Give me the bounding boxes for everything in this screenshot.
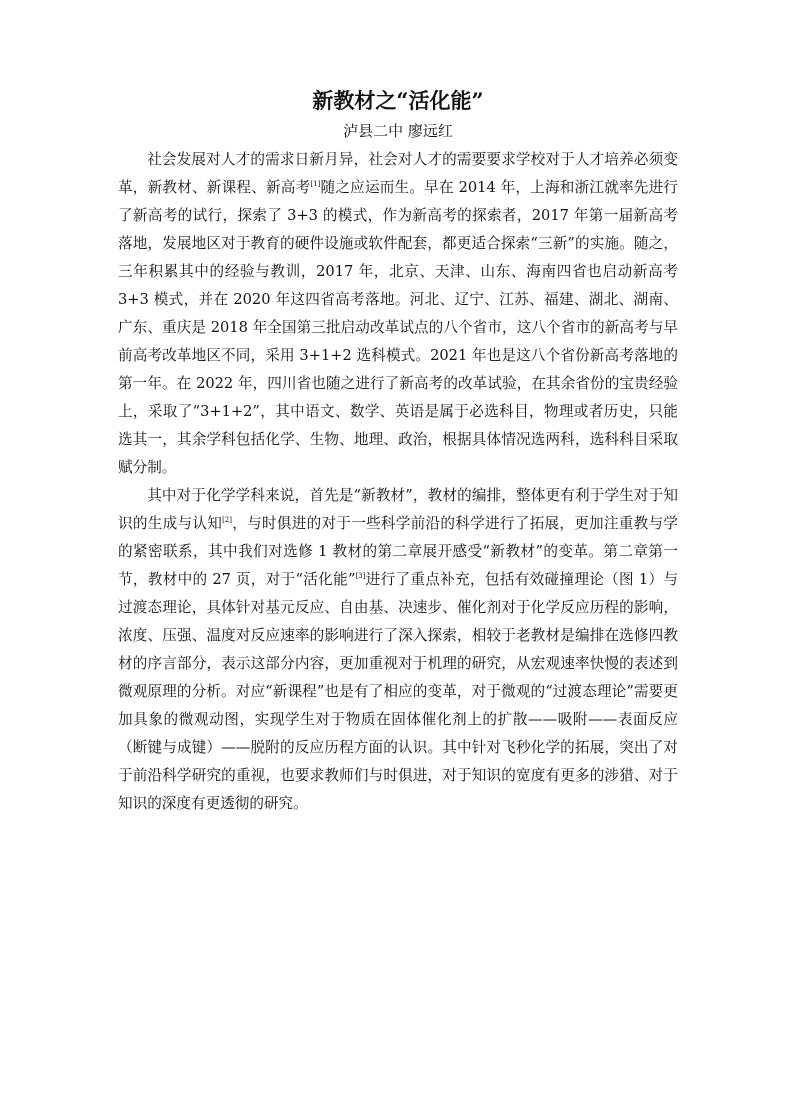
paragraph-chemistry [118, 482, 678, 818]
citation-marker: [3] [355, 572, 366, 580]
paragraph-intro [118, 146, 678, 482]
document-title: 新教材之“活化能” [312, 88, 484, 113]
paragraph-text: 其中对于化学学科来说，首先是“新教材”，教材的编排，整体更有利于学生对于知识的生成与认知 [118, 487, 678, 532]
paragraph-text: ，与时俱进的对于一些科学前沿的科学进行了拓展，更加注重教与学的紧密联系，其中我们对选修 1 教材的第二章展开感受“新教材”的变革。第二章第一节，教材中的 27 页，对于“活化能” [118, 515, 678, 588]
paragraph-text: 社会发展对人才的需求日新月异，社会对人才的需要要求学校对于人才培养必须变革，新教材、新课程、新高考 [118, 151, 678, 196]
author-line: 泸县二中 廖远红 [343, 122, 453, 140]
citation-marker: [2] [222, 516, 232, 524]
citation-marker: [1] [310, 180, 321, 188]
paragraph-text: 进行了重点补充，包括有效碰撞理论（图 1）与过渡态理论，具体针对基元反应、自由基、决速步、催化剂对于化学反应历程的影响，浓度、压强、温度对反应速率的影响进行了深入探索，相较于老教材是编排在选修四教材的序言部分，表示这部分内容，更加重视对于机理的研究，从宏观速率快慢的表述到微观原理的分析。对应“新课程”也是有了相应的变革，对于微观的“过渡态理论”需要更加具象的微观动图，实现学生对于物质在固体催化剂上的扩散——吸附——表面反应（断键与成键）——脱附的反应历程方面的认识。其中针对飞秒化学的拓展，突出了对于前沿科学研究的重视，也要求教师们与时俱进，对于知识的宽度有更多的涉猎、对于知识的深度有更透彻的研究。 [118, 571, 678, 812]
document-page [118, 84, 678, 818]
paragraph-text: 随之应运而生。早在 2014 年，上海和浙江就率先进行了新高考的试行，探索了 3+3 的模式，作为新高考的探索者，2017 年第一届新高考落地，发展地区对于教育的硬件设施或软件配套，都更适合探索“三新”的实施。随之，三年积累其中的经验与教训，2017 年，北京、天津、山东、海南四省也启动新高考 3+3 模式，并在 2020 年这四省高考落地。河北、辽宁、江苏、福建、湖北、湖南、广东、重庆是 2018 年全国第三批启动改革试点的八个省市，这八个省市的新高考与早前高考改革地区不同，采用 3+1+2 选科模式。2021 年也是这八个省份新高考落地的第一年。在 2022 年，四川省也随之进行了新高考的改革试验，在其余省份的宝贵经验上，采取了“3+1+2”，其中语文、数学、英语是属于必选科目，物理或者历史，只能选其一，其余学科包括化学、生物、地理、政治，根据具体情况选两科，选科科目采取赋分制。 [118, 179, 678, 476]
